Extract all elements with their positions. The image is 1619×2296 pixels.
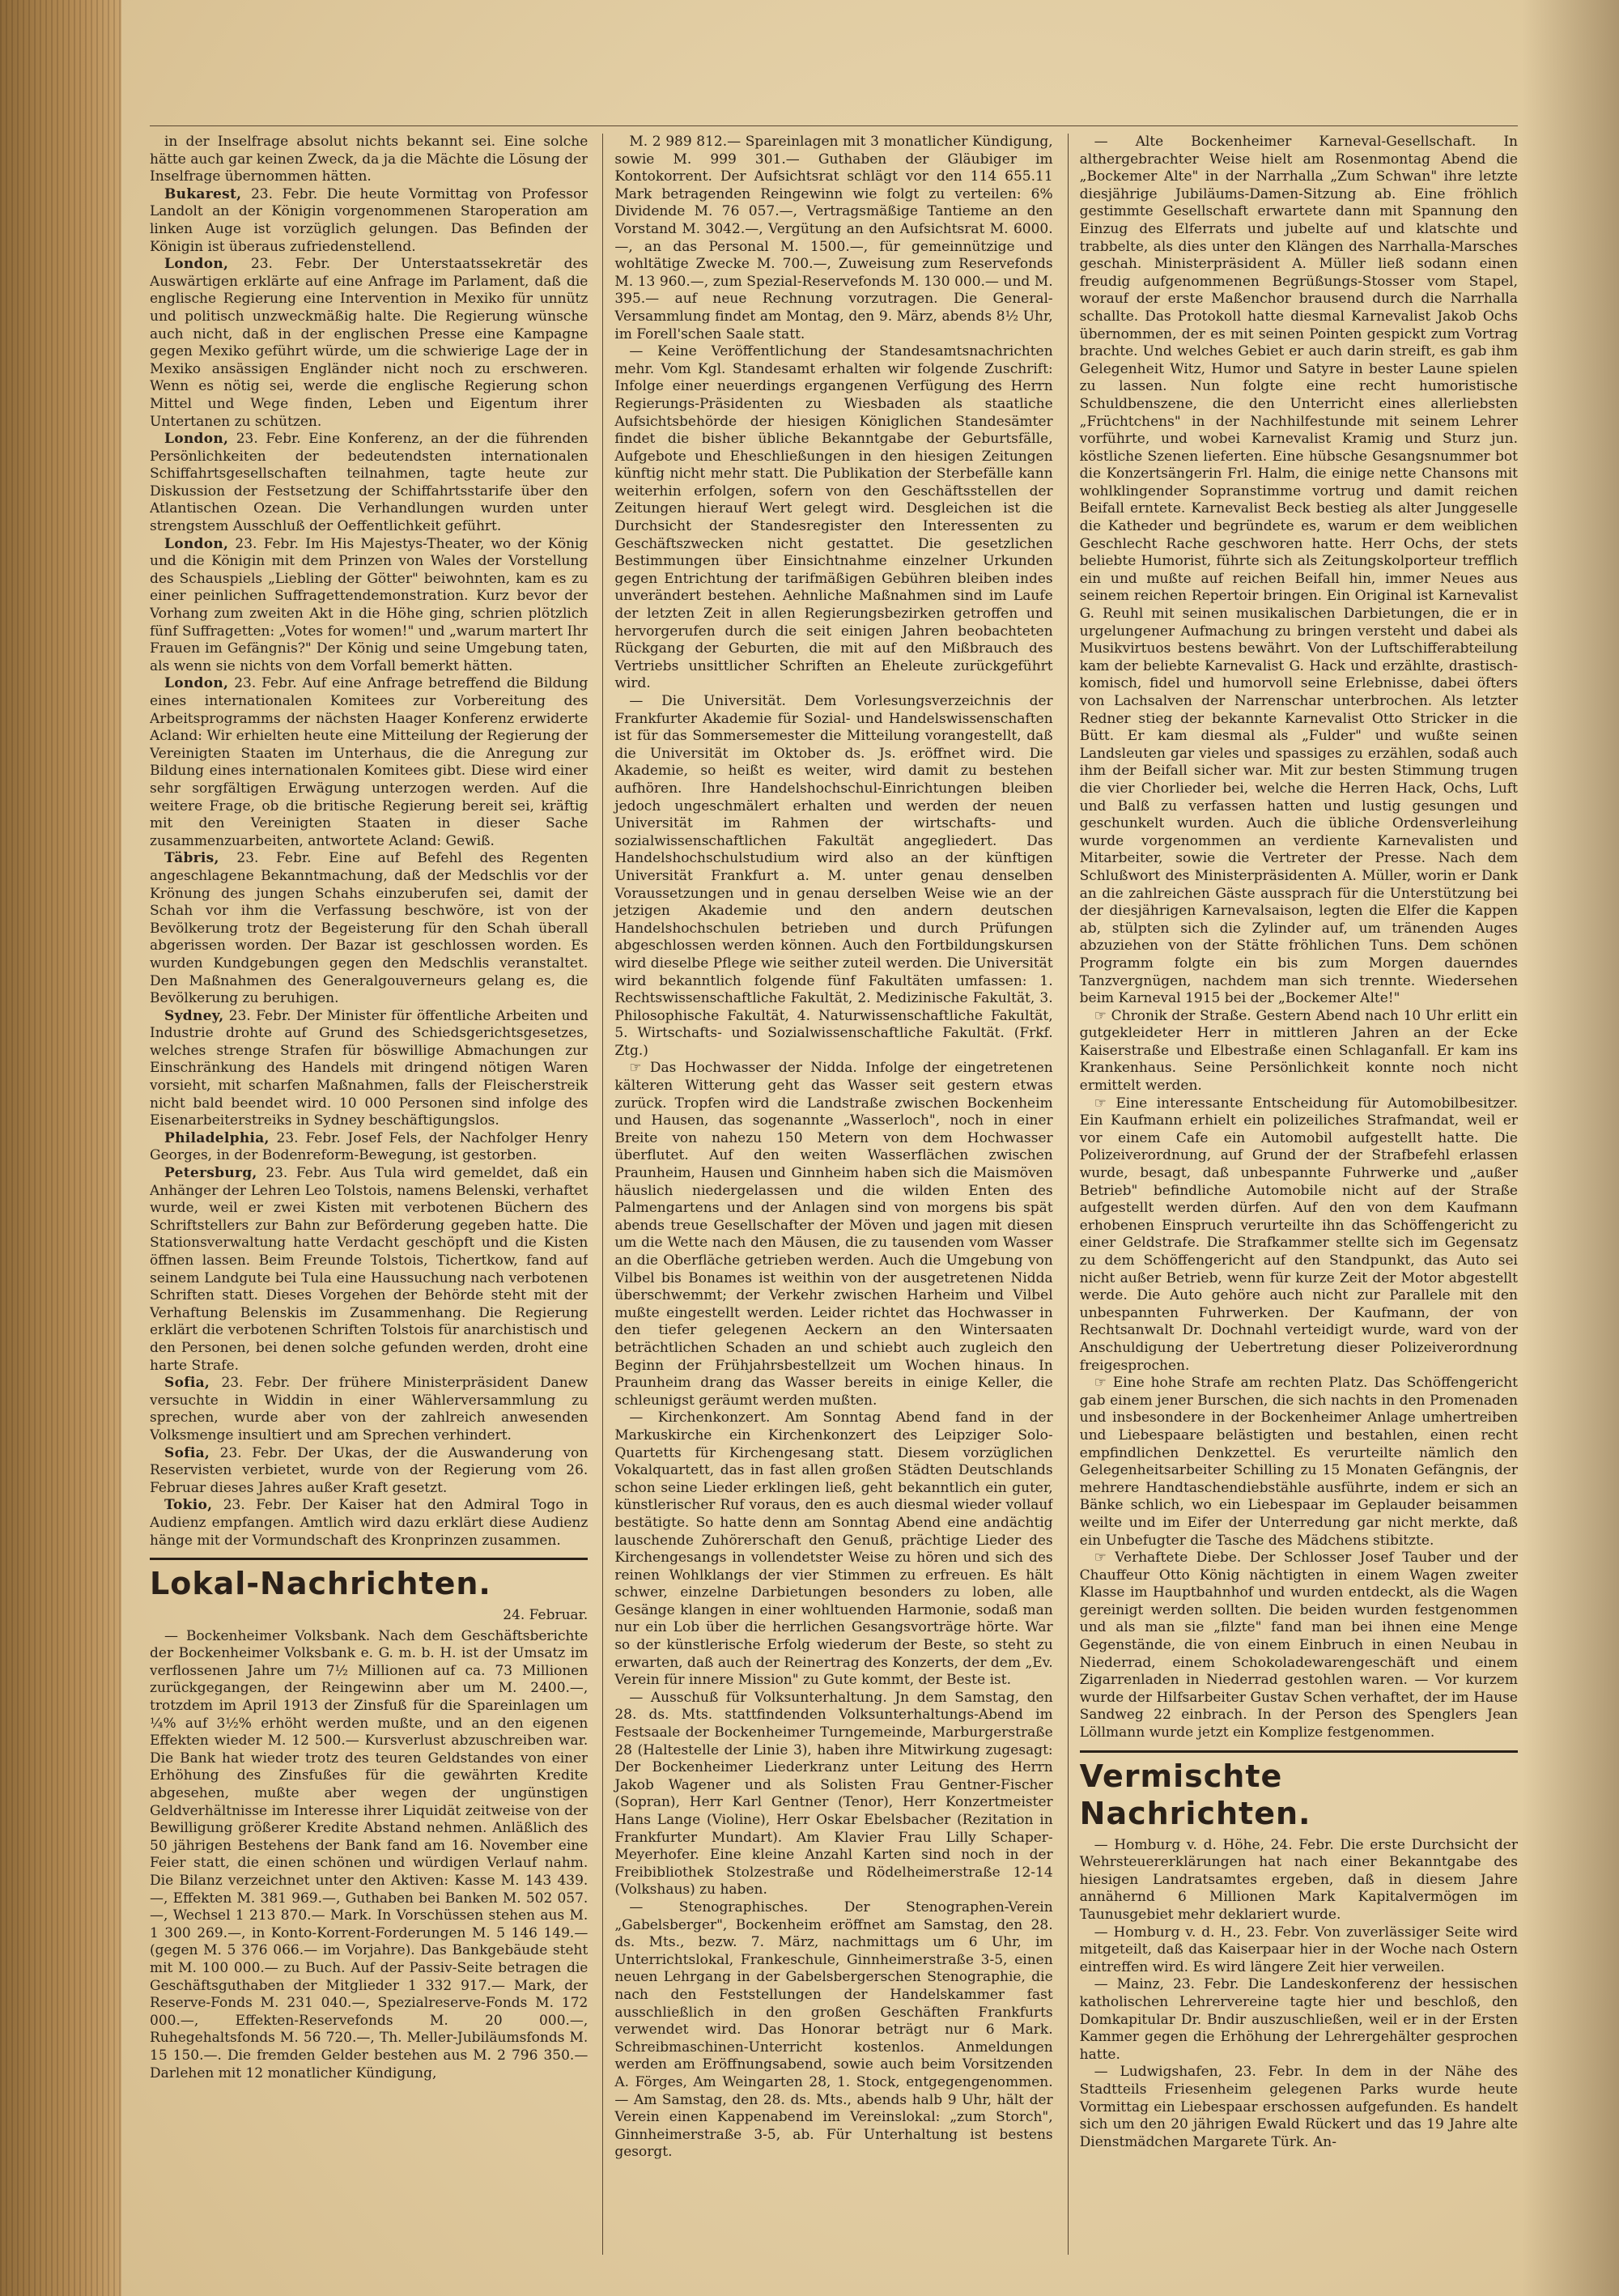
news-text: 23. Febr. Die heute Vormittag von Professor Landolt an der Königin vorgenommenen Staroperation am linken Auge ist vorzüglich gelungen. Das Befinden der Königin ist überaus zufriedenstellend. (150, 185, 589, 255)
dateline-place: Bukarest, (164, 185, 242, 202)
news-text: 23. Febr. Der Ukas, der die Auswanderung von Reservisten verbietet, wurde von der Regierung vom 26. Februar dieses Jahres außer Kraft gesetzt. (150, 1444, 589, 1496)
section-date: 24. Februar. (503, 1607, 589, 1624)
dateline-place: Petersburg, (164, 1165, 257, 1182)
dateline-place: Täbris, (164, 850, 219, 867)
news-paragraph (150, 134, 588, 186)
news-paragraph: — Kirchenkonzert. Am Sonntag Abend fand in der Markuskirche ein Kirchenkonzert des Leipziger Solo-Quartetts für Kirchengesang statt. Diesem vorzüglichen Vokalquartett, das in fast allen großen Städten Deutschlands schon seine Lieder erklingen ließ, geht bekanntlich ein guter, künstlerischer Ruf voraus, den es auch diesmal wieder vollauf bestätigte. So hatte denn am Sonntag Abend eine andächtig lauschende Zuhörerschaft den Genuß, prächtige Lieder des Kirchengesangs in vollendetster Weise zu hören und sich des reinen Wohlklangs der vier Stimmen zu erfreuen. Es hält schwer, einzelne Darbietungen besonders zu loben, alle Gesänge klangen in einer wohltuenden Harmonie, sodaß man nur ein Lob über die herrlichen Gesangsvorträge hörte. War so der künstlerische Erfolg wiederum der Beste, so steht zu erwarten, daß auch der Reinertrag des Konzerts, der dem „Ev. Verein für innere Mission" zu Gute kommt, der Beste ist. (614, 1409, 1053, 1689)
news-paragraph: — Ludwigshafen, 23. Febr. In dem in der Nähe des Stadtteils Friesenheim gelegenen Parks wurde heute Vormittag ein Liebespaar erschossen aufgefunden. Es handelt sich um den 20 jährigen Ewald Rückert und das 19 Jahre alte Dienstmädchen Margarete Türk. An- (1079, 2064, 1518, 2150)
news-paragraph: — Mainz, 23. Febr. Die Landeskonferenz der hessischen katholischen Lehrervereine tagte hier und beschloß, den Domkapitular Dr. Bndir auszuschließen, weil er in der Ersten Kammer gegen die Erhöhung der Lehrergehälter gesprochen hatte. (1079, 1976, 1518, 2063)
news-text: 23. Febr. Eine Konferenz, an der die führenden Persönlichkeiten der bedeutendsten internationalen Schiffahrtsgesellschaften teilnahmen, tagte heute zur Diskussion der Festsetzung der Schiffahrtsstarife über den Atlantischen Ozean. Die Verhandlungen wurden unter strengstem Ausschluß der Oeffentlichkeit geführt. (150, 431, 589, 535)
news-text: 23. Febr. Der Kaiser hat den Admiral Togo in Audienz empfangen. Amtlich wird dazu erklärt diese Audienz hänge mit der Vormundschaft des Kronprinzen zusammen. (150, 1497, 589, 1549)
news-paragraph: ☞ Chronik der Straße. Gestern Abend nach 10 Uhr erlitt ein gutgekleideter Herr in mittleren Jahren an der Ecke Kaiserstraße und Elbestraße einen Schlaganfall. Er kam ins Krankenhaus. Seine Persönlichkeit konnte noch nicht ermittelt werden. (1079, 1007, 1518, 1095)
news-text: 23. Febr. Eine auf Befehl des Regenten angeschlagene Bekanntmachung, daß der Medschlis vor der Krönung des jungen Schahs einzuberufen sei, damit der Schah vor ihm die Verfassung beschwöre, ist von der Bevölkerung trotz der Begeisterung für den Schah überall abgerissen worden. Der Bazar ist geschlossen worden. Es wurden Kundgebungen gegen den Medschlis veranstaltet. Den Maßnahmen des Generalgouverneurs gelang es, die Bevölkerung zu beruhigen. (150, 850, 589, 1007)
news-paragraph: ☞ Eine hohe Strafe am rechten Platz. Das Schöffengericht gab einem jener Burschen, die sich nachts in den Promenaden und insbesondere in der Bockenheimer Anlage umhertreiben und Liebespaare belästigten und bestahlen, einen recht empfindlichen Denkzettel. Es verurteilte nämlich den Gelegenheitsarbeiter Schilling zu 15 Monaten Gefängnis, der mehrere Handtaschendiebstähle ausführte, indem er sich an Bänke schlich, wo ein Liebespaar im Geplauder beisammen weilte und im Eifer der Unterredung gar nicht merkte, daß ein Unbefugter die Tasche des Mädchens stibitzte. (1079, 1375, 1518, 1549)
dateline-place: London, (164, 256, 229, 273)
news-paragraph: — Stenographisches. Der Stenographen-Verein „Gabelsberger", Bockenheim eröffnet am Samstag, den 28. ds. Mts., bezw. 7. März, nachmittags um 6 Uhr, im Unterrichtslokal, Frankeschule, Ginnheimerstraße 3-5, einen neuen Lehrgang in der Gabelsbergerschen Stenographie, die nach den Feststellungen der Handelskammer fast ausschließlich in den großen Geschäften Frankfurts verwendet wird. Das Honorar beträgt nur 6 Mark. Schreibmaschinen-Unterricht kostenlos. Anmeldungen werden am Eröffnungsabend, sowie auch beim Vorsitzenden A. Förges, Am Weingarten 28, 1. Stock, entgegengenommen. — Am Samstag, den 28. ds. Mts., abends halb 9 Uhr, hält der Verein einen Kappenabend im Vereinslokal: „zum Storch", Ginnheimerstraße 3-5, ab. Für Unterhaltung ist bestens gesorgt. (614, 1898, 1053, 2161)
dateline-place: Sofia, (164, 1375, 210, 1392)
column-middle (602, 134, 1052, 2255)
news-paragraph (150, 186, 588, 256)
newspaper-columns (150, 134, 1518, 2255)
news-paragraph: ☞ Eine interessante Entscheidung für Automobilbesitzer. Ein Kaufmann erhielt ein polizeiliches Strafmandat, weil er vor einem Cafe ein Automobil aufgestellt hatte. Die Polizeiverordnung, auf Grund der der Strafbefehl erlassen wurde, besagt, daß unbespannte Fuhrwerke und „außer Betrieb" befindliche Automobile nicht auf der Straße aufgestellt werden dürfen. Auf den von dem Kaufmann erhobenen Einspruch verurteilte ihn das Schöffengericht zu einer Geldstrafe. Die Strafkammer stellte sich im Gegensatz zu dem Schöffengericht auf den Standpunkt, das Auto sei nicht außer Betrieb, wenn für kurze Zeit der Motor abgestellt werde. Die Auto gehöre auch nicht zur Parallele mit den unbespannten Fuhrwerken. Der Kaufmann, der von Rechtsanwalt Dr. Dochnahl verteidigt wurde, ward von der Anschuldigung der Uebertretung dieser Polizeiverordnung freigesprochen. (1079, 1095, 1518, 1374)
news-paragraph: ☞ Verhaftete Diebe. Der Schlosser Josef Tauber und der Chauffeur Otto König nächtigten in einem Wagen zweiter Klasse im Hauptbahnhof und wurden entdeckt, als die Wagen gereinigt werden sollten. Die beiden wurden festgenommen und als man sie „filzte" fand man bei ihnen eine Menge Gegenstände, die von einem Einbruch in einen Neubau in Niederrad, einem Schokoladewarengeschäft und einem Zigarrenladen in Niederrad gestohlen waren. — Vor kurzem wurde der Hilfsarbeiter Gustav Schen verhaftet, der im Hause Sandweg 22 einbrach. In der Person des Spenglers Jean Löllmann wurde jetzt ein Komplize festgenommen. (1079, 1550, 1518, 1741)
news-paragraph: — Ausschuß für Volksunterhaltung. Jn dem Samstag, den 28. ds. Mts. stattfindenden Volksunterhaltungs-Abend im Festsaale der Bockenheimer Turngemeinde, Marburgerstraße 28 (Haltestelle der Linie 3), haben ihre Mitwirkung zugesagt: Der Bockenheimer Liederkranz unter Leitung des Herrn Jakob Wagener und als Solisten Frau Gentner-Fischer (Sopran), Herr Karl Gentner (Tenor), Herr Konzertmeister Hans Lange (Violine), Herr Oskar Ebelsbacher (Rezitation in Frankfurter Mundart). Am Klavier Frau Lilly Schaper-Meyerhofer. Eine kleine Anzahl Karten sind noch in der Freibibliothek Stolzestraße und Rödelheimerstraße 12-14 (Volkshaus) zu haben. (614, 1689, 1053, 1898)
news-text: 23. Febr. Aus Tula wird gemeldet, daß ein Anhänger der Lehren Leo Tolstois, namens Belenski, verhaftet wurde, weil er zwei Kisten mit verbotenen Büchern des Schriftstellers zur Bahn zur Beförderung gegeben hatte. Die Stationsverwaltung hatte Verdacht geschöpft und die Kisten öffnen lassen. Beim Freunde Tolstois, Tichertkow, fand auf seinem Landgute bei Tula eine Haussuchung nach verbotenen Schriften statt. Dieses Vorgehen der Behörde steht mit der Verhaftung Belenskis im Zusammenhang. Die Regierung erklärt die verbotenen Schriften Tolstois für anarchistisch und den Personen, bei denen solche gefunden werden, droht eine harte Strafe. (150, 1165, 589, 1374)
news-paragraph: — Keine Veröffentlichung der Standesamtsnachrichten mehr. Vom Kgl. Standesamt erhalten wir folgende Zuschrift: Infolge einer neuerdings ergangenen Verfügung des Herrn Regierungs-Präsidenten zu Wiesbaden als staatliche Aufsichtsbehörde der hiesigen Königlichen Standesämter findet die bisher übliche Bekanntgabe der Geburtsfälle, Aufgebote und Eheschließungen in den hiesigen Zeitungen künftig nicht mehr statt. Die Publikation der Sterbefälle kann weiterhin erfolgen, sofern von den Geschäftsstellen der Zeitungen hierauf Wert gelegt wird. Desgleichen ist die Durchsicht der Standesregister den Interessenten zu Geschäftszwecken nicht gestattet. Die gesetzlichen Bestimmungen über Einsichtnahme einzelner Urkunden gegen Entrichtung der tarifmäßigen Gebühren bleiben indes unverändert bestehen. Aehnliche Maßnahmen sind im Laufe der letzten Zeit in allen Regierungsbezirken getroffen und hervorgerufen durch die seit einigen Jahren beobachteten Rückgang der Geburten, die mit auf den Mißbrauch des Vertriebs unsittlicher Schriften an Eheleute zurückgeführt wird. (614, 343, 1053, 692)
news-paragraph: — Homburg v. d. Höhe, 24. Febr. Die erste Durchsicht der Wehrsteuererklärungen hat nach einer Bekanntgabe des hiesigen Landratsamtes ergeben, daß in diesem Jahre annähernd 6 Millionen Mark Kapitalvermögen im Taunusgebiet mehr deklariert wurde. (1079, 1836, 1518, 1923)
dateline-place: Sofia, (164, 1444, 210, 1461)
column-left (150, 134, 588, 2255)
section-heading-local-news: Lokal-Nachrichten. (150, 1558, 588, 1602)
news-paragraph: ☞ Das Hochwasser der Nidda. Infolge der eingetretenen kälteren Witterung geht das Wasser seit gestern etwas zurück. Tropfen wird die Landstraße zwischen Bockenheim und Hausen, das sogenannte „Wasserloch", noch in einer Breite von nahezu 150 Metern von dem Hochwasser überflutet. Auf den weiten Wasserflächen zwischen Praunheim, Hausen und Ginnheim haben sich die Maismöven häuslich niedergelassen und die wilden Enten des Palmengartens und der Anlagen sind von morgens bis spät abends treue Gesellschafter der Möven und jagen mit diesen um die Wette nach den Mäusen, die zu tausenden vom Wasser an die Oberfläche getrieben werden. Auch die Umgebung von Vilbel bis Bonames ist weithin von der ausgetretenen Nidda überschwemmt; der Verkehr zwischen Harheim und Vilbel mußte eingestellt werden. Leider richtet das Hochwasser in den tiefer gelegenen Aeckern an den Wintersaaten beträchtlichen Schaden an und schiebt auch zugleich den Beginn der Frühjahrsbestellzeit um Wochen hinaus. In Praunheim drang das Wasser bereits in einige Keller, die schleunigst geräumt werden mußten. (614, 1060, 1053, 1409)
book-binding-edge (0, 0, 121, 2296)
news-paragraph: — Die Universität. Dem Vorlesungsverzeichnis der Frankfurter Akademie für Sozial- und Handelswissenschaften ist für das Sommersemester die Mitteilung vorangestellt, daß die Universität im Oktober ds. Js. eröffnet wird. Die Akademie, so heißt es weiter, wird damit zu bestehen aufhören. Ihre Handelshochschul-Einrichtungen bleiben jedoch ungeschmälert erhalten und werden der neuen Universität im Rahmen der wirtschafts- und sozialwissenschaftlichen Fakultät angegliedert. Das Handelshochschulstudium wird also an der künftigen Universität Frankfurt a. M. unter genau denselben Voraussetzungen und in genau derselben Weise wie an der jetzigen Akademie und den andern deutschen Handelshochschulen betrieben und durch Prüfungen abgeschlossen werden können. Auch den Fortbildungskursen wird dieselbe Pflege wie seither zuteil werden. Die Universität wird bekanntlich folgende fünf Fakultäten umfassen: 1. Rechtswissenschaftliche Fakultät, 2. Medizinische Fakultät, 3. Philosophische Fakultät, 4. Naturwissenschaftliche Fakultät, 5. Wirtschafts- und Sozialwissenschaftliche Fakultät. (Frkf. Ztg.) (614, 693, 1053, 1059)
news-text: 23. Febr. Auf eine Anfrage betreffend die Bildung eines internationalen Komitees zur Vorbereitung des Arbeitsprogramms der nächsten Haager Konferenz erwiderte Acland: Wir erhielten heute eine Mitteilung der Regierung der Vereinigten Staaten im Unterhaus, die die Anregung zur Bildung eines internationalen Komitees gibt. Diese wird einer sehr sorgfältigen Erwägung unterzogen werden. Auf die weitere Frage, ob die britische Regierung bereit sei, kräftig mit den Vereinigten Staaten in dieser Sache zusammenzuarbeiten, antwortete Acland: Gewiß. (150, 675, 589, 849)
dateline-place: London, (164, 675, 229, 692)
column-right (1068, 134, 1518, 2255)
news-paragraph (150, 1165, 588, 1375)
news-text: 23. Febr. Im His Majestys-Theater, wo der König und die Königin mit dem Prinzen von Wales der Vorstellung des Schauspiels „Liebling der Götter" beiwohnten, kam es zu einer peinlichen Suffragettendemonstration. Kurz bevor der Vorhang zum zweiten Akt in die Höhe ging, schrien plötzlich fünf Suffragetten: „Votes for women!" und „warum martert Ihr Frauen im Gefängnis?" Der König und seine Umgebung taten, als wenn sie nichts von dem Vorfall bemerkt hätten. (150, 535, 589, 674)
news-text: 23. Febr. Der Unterstaatssekretär des Auswärtigen erklärte auf eine Anfrage im Parlament, daß die englische Regierung eine Intervention in Mexiko für unnütz und politisch unzweckmäßig halte. Die Regierung wünsche auch nicht, daß in der englischen Presse eine Kampagne gegen Mexiko geführt würde, um die schwierige Lage der in Mexiko ansässigen Engländer nicht noch zu erschweren. Wenn es nötig sei, werde die englische Regierung schon Mittel und Wege finden, Leben und Eigentum ihrer Untertanen zu schützen. (150, 256, 589, 430)
news-paragraph (150, 1445, 588, 1498)
dateline-place: London, (164, 535, 229, 552)
dateline-place: London, (164, 431, 229, 448)
dateline-place: Sydney, (164, 1007, 224, 1024)
news-paragraph (150, 536, 588, 676)
section-heading-miscellaneous-news: Vermischte Nachrichten. (1080, 1750, 1518, 1832)
news-paragraph: — Alte Bockenheimer Karneval-Gesellschaft. In althergebrachter Weise hielt am Rosenmontag Abend die „Bockemer Alte" in der Narrhalla „Zum Schwan" ihre letzte diesjährige Jubiläums-Damen-Sitzung ab. Eine fröhlich gestimmte Gesellschaft erwartete dann mit Spannung den Einzug des Elferrats und jubelte auf und klatschte und trabbelte, als dies unter den Klängen des Narrhalla-Marsches geschah. Ministerpräsident A. Müller ließ sodann einen freudig aufgenommenen Begrüßungs-Stosser vom Stapel, worauf der erste Maßenchor brausend durch die Narrhalla schallte. Das Protokoll hatte diesmal Karnevalist Jakob Ochs übernommen, der es mit seinen Pointen gespickt zum Vortrag brachte. Und welches Gebiet er auch darin streift, es gab ihm Gelegenheit Witz, Humor und Satyre in bester Laune spielen zu lassen. Nun folgte eine recht humoristische Schuldbenszene, die den Unterricht eines allerliebsten „Früchtchens" in der Nachhilfestunde mit seinem Lehrer vorführte, und wobei Karnevalist Kramig und Sturz jun. köstliche Szenen lieferten. Eine hübsche Gesangsnummer bot die Konzertsängerin Frl. Halm, die einige nette Chansons mit wohlklingender Sopranstimme vortrug und damit reichen Beifall erntete. Karnevalist Beck bestieg als alter Junggeselle die Katheder und begründete es, warum er dem weiblichen Geschlecht Rache geschworen hatte. Herr Ochs, der stets beliebte Humorist, führte sich als Zeitungskolporteur trefflich ein und mußte auf reichen Beifall hin, immer Neues aus seinem reichen Repertoir bringen. Ein Original ist Karnevalist G. Reuhl mit seinen musikalischen Darbietungen, die er in urgelungener Aufmachung zu bringen versteht und dabei als Musikvirtuos bestens bewährt. Von der Luftschifferabteilung kam der beliebte Karnevalist G. Hack und erzählte, drastisch-komisch, fidel und humorvoll seine Erlebnisse, dabei öfters von Lachsalven der Narrenschar unterbrochen. Als letzter Redner stieg der bekannte Karnevalist Otto Stricker in die Bütt. Er kam diesmal als „Fulder" und wußte seinen Landsleuten gar vieles und spassiges zu erzählen, sodaß auch ihm der Beifall sicher war. Mit zur besten Stimmung trugen die vier Chorlieder bei, welche die Herren Hack, Ochs, Luft und Balß zu verfassen hatten und lustig gesungen und geschunkelt wurden. Auch die übliche Ordensverleihung wurde vorgenommen an verdiente Karnevalisten und Mitarbeiter, sowie die Vertreter der Presse. Nach dem Schlußwort des Ministerpräsidenten A. Müller, worin er Dank an die zahlreichen Gäste aussprach für die Unterstützung bei der diesjährigen Karnevalsaison, legten die Elfer die Kappen ab, stülpten sich die Zylinder auf, um tränenden Auges abzuziehen von der Stätte fröhlichen Tuns. Dem schönen Programm folgte ein bis zum Morgen dauerndes Tanzvergnügen, nachdem man sich trennte. Wiedersehen beim Karneval 1915 bei der „Bockemer Alte!" (1079, 134, 1518, 1007)
news-paragraph (150, 1375, 588, 1444)
dateline-place: Philadelphia, (164, 1129, 270, 1146)
news-paragraph: M. 2 989 812.— Spareinlagen mit 3 monatlicher Kündigung, sowie M. 999 301.— Guthaben der Gläubiger im Kontokorrent. Der Aufsichtsrat schlägt vor den 114 655.11 Mark betragenden Reingewinn wie folgt zu verteilen: 6% Dividende M. 76 057.—, Vertragsmäßige Tantieme an den Vorstand M. 3042.—, Vergütung an den Aufsichtsrat M. 6000.—, an das Personal M. 1500.—, für gemeinnützige und wohltätige Zwecke M. 700.—, Zuweisung zum Reservefonds M. 13 960.—, zum Spezial-Reservefonds M. 130 000.— und M. 395.— auf neue Rechnung vorzutragen. Die General-Versammlung findet am Montag, den 9. März, abends 8½ Uhr, im Forell'schen Saale statt. (614, 134, 1053, 342)
news-paragraph: — Bockenheimer Volksbank. Nach dem Geschäftsberichte der Bockenheimer Volksbank e. G. m. b. H. ist der Umsatz im verflossenen Jahre um 7½ Millionen auf ca. 73 Millionen zurückgegangen, der Reingewinn aber um M. 2400.—, trotzdem im April 1913 der Zinsfuß für die Spareinlagen um ¼% auf 3½% erhöht werden mußte, und an den eigenen Effekten wieder M. 12 500.— Kursverlust abzuschreiben war. Die Bank hat wieder trotz des teuren Geldstandes von einer Erhöhung des Zinsfußes für die gewährten Kredite abgesehen, mußte aber wegen der ungünstigen Geldverhältnisse im Interesse ihrer Liquidät zeitweise von der Bewilligung größerer Kredite Abstand nehmen. Anläßlich des 50 jährigen Bestehens der Bank fand am 16. November eine Feier statt, die einen schönen und würdigen Verlauf nahm. Die Bilanz verzeichnet unter den Aktiven: Kasse M. 143 439.—, Effekten M. 381 969.—, Guthaben bei Banken M. 502 057.—, Wechsel 1 213 870.— Mark. In Vorschüssen stehen aus M. 1 300 269.—, in Konto-Korrent-Forderungen M. 5 146 149.— (gegen M. 5 376 066.— im Vorjahre). Das Bankgebäude steht mit M. 100 000.— zu Buch. Auf der Passiv-Seite betragen die Geschäftsguthaben der Mitglieder 1 332 917.— Mark, der Reserve-Fonds M. 231 040.—, Spezialreserve-Fonds M. 172 000.—, Effekten-Reservefonds M. 20 000.—, Ruhegehaltsfonds M. 56 720.—, Th. Meller-Jubiläumsfonds M. 15 150.—. Die fremden Gelder bestehen aus M. 2 796 350.— Darlehen mit 12 monatlicher Kündigung, (150, 1627, 589, 2081)
news-text: in der Inselfrage absolut nichts bekannt sei. Eine solche hätte auch gar keinen Zweck, da ja die Mächte die Lösung der Inselfrage übernommen hätten. (150, 134, 589, 185)
news-text: 23. Febr. Josef Fels, der Nachfolger Henry Georges, in der Bodenreform-Bewegung, ist gestorben. (150, 1129, 589, 1164)
news-paragraph: — Homburg v. d. H., 23. Febr. Von zuverlässiger Seite wird mitgeteilt, daß das Kaiserpaar hier in der Woche nach Ostern eintreffen wird. Es wird längere Zeit hier verweilen. (1079, 1924, 1518, 1975)
news-paragraph (150, 1497, 588, 1550)
news-paragraph (150, 850, 588, 1007)
news-paragraph (150, 1008, 588, 1130)
top-rule (150, 125, 1518, 126)
news-text: 23. Febr. Der frühere Ministerpräsident Danew versuchte in Widdin in einer Wählerversammlung zu sprechen, wurde aber von der zahlreich anwesenden Volksmenge insultiert und am Sprechen verhindert. (150, 1375, 589, 1444)
news-paragraph (150, 256, 588, 431)
news-paragraph (150, 1130, 588, 1165)
news-paragraph (150, 431, 588, 536)
news-text: 23. Febr. Der Minister für öffentliche Arbeiten und Industrie drohte auf Grund des Schiedsgerichtsgesetzes, welches strenge Strafen für böswillige Abmachungen zur Einschränkung des Handels mit dringend nötigen Waren vorsieht, mit scharfen Maßnahmen, falls der Fleischerstreik nicht bald beendet wird. 10 000 Personen sind infolge des Eisenarbeiterstreiks in Sydney beschäftigungslos. (150, 1007, 589, 1129)
dateline-place: Tokio, (164, 1497, 213, 1514)
news-paragraph (150, 675, 588, 850)
page-edge-shadow (1522, 0, 1619, 2296)
